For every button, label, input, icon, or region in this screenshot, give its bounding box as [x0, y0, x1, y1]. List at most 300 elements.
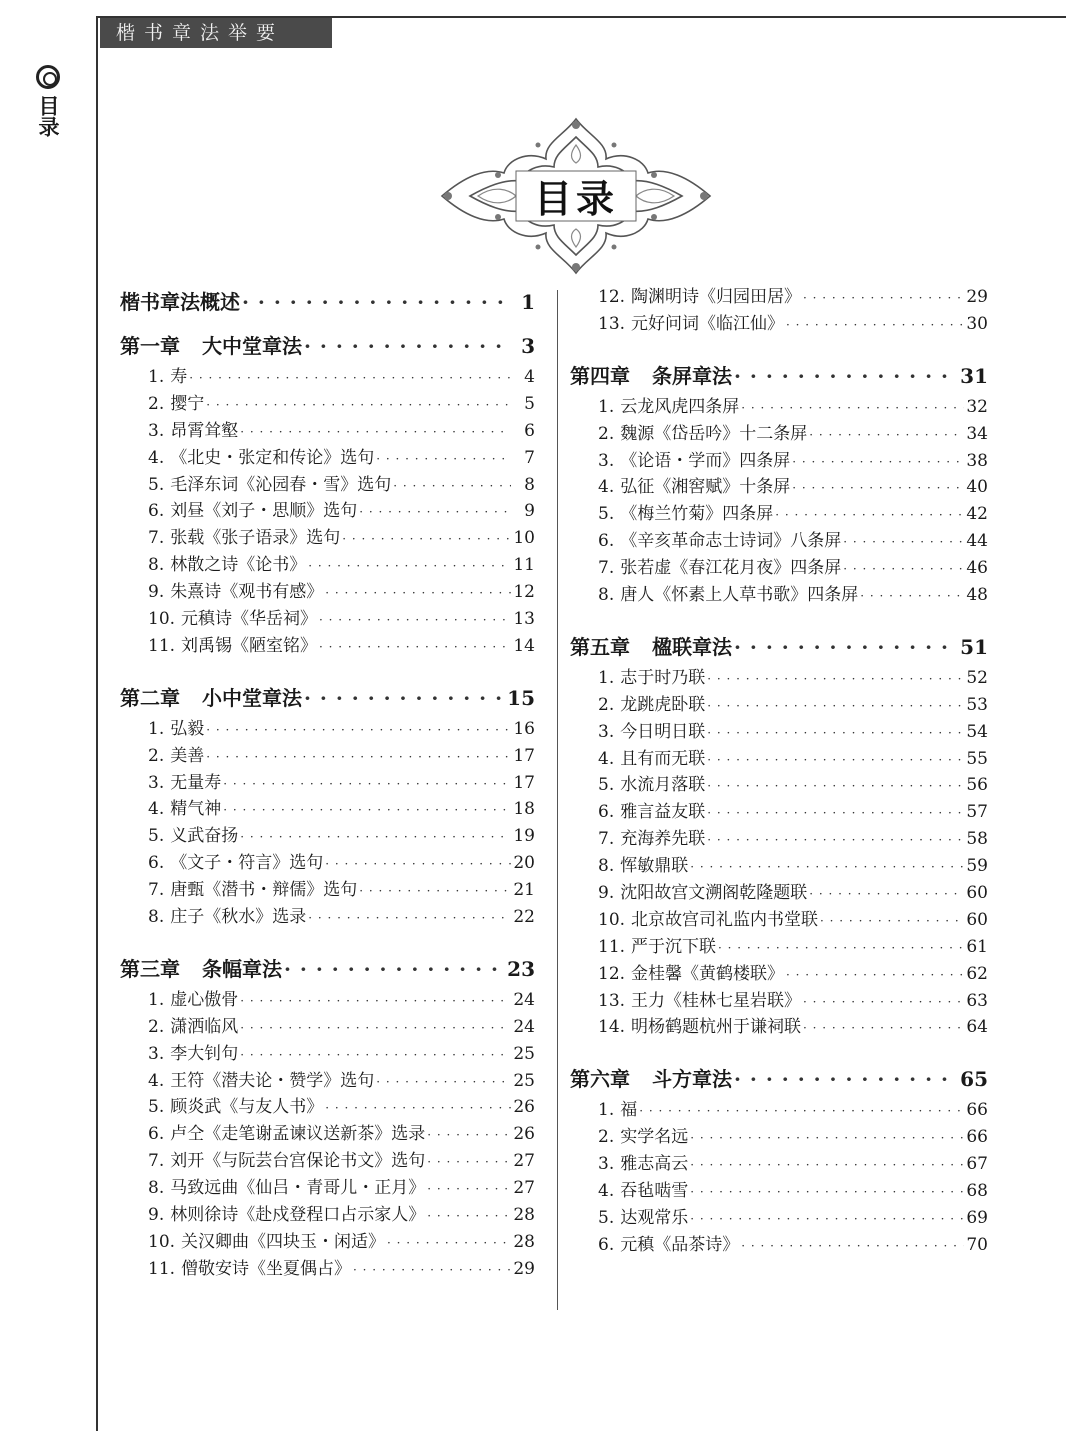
entry-number: 14. [598, 1017, 626, 1038]
toc-entry[interactable] [120, 445, 535, 472]
entry-title: 刘开《与阮芸台宫保论书文》选句 [170, 1151, 426, 1172]
side-section-marker [33, 65, 63, 141]
toc-entry[interactable] [570, 474, 988, 501]
toc-chapter-5[interactable] [570, 629, 988, 665]
page-number: 17 [513, 745, 535, 766]
toc-entry[interactable] [570, 772, 988, 799]
entry-number: 5. [148, 1097, 165, 1118]
dot-leader [387, 1230, 511, 1256]
entry-number: 11. [148, 635, 176, 656]
chapter-title [120, 680, 302, 716]
entry-number: 11. [598, 936, 626, 957]
chapter-title [120, 951, 282, 987]
toc-entry[interactable] [570, 853, 988, 880]
chapter-title [570, 358, 732, 394]
entry-title: 刘昼《刘子・思顺》选句 [170, 501, 358, 522]
toc-entry[interactable] [120, 1094, 535, 1121]
toc-entry[interactable] [120, 633, 535, 660]
dot-leader [803, 285, 964, 311]
toc-entry[interactable] [120, 579, 535, 606]
dot-leader [690, 854, 964, 880]
toc-entry[interactable] [570, 1097, 988, 1124]
entry-number: 5. [148, 826, 165, 847]
entry-title: 恽敏鼎联 [620, 856, 689, 877]
page-number: 28 [513, 1205, 535, 1226]
entry-number: 2. [148, 745, 165, 766]
chapter-name: 斗方章法 [652, 1067, 732, 1092]
toc-entry[interactable] [570, 1014, 988, 1041]
page-number: 60 [966, 883, 988, 904]
dot-leader [206, 392, 511, 418]
chapter-prefix: 第一章 [120, 334, 180, 358]
dot-leader [690, 1152, 964, 1178]
entry-title: 元好问词《临江仙》 [631, 313, 785, 334]
entry-number: 8. [598, 585, 615, 606]
entry-number: 8. [148, 907, 165, 928]
page-number: 34 [966, 423, 988, 444]
toc-entry[interactable] [570, 421, 988, 448]
entry-number: 3. [148, 1043, 165, 1064]
dot-leader [376, 1069, 511, 1095]
page-number: 12 [513, 582, 535, 603]
dot-leader [734, 1061, 958, 1097]
toc-entry[interactable] [120, 770, 535, 797]
page-number: 67 [966, 1154, 988, 1175]
entry-title: 马致远曲《仙吕・青哥儿・正月》 [170, 1178, 426, 1199]
dot-leader [718, 935, 964, 961]
dot-leader [690, 1179, 964, 1205]
chapter-title [570, 629, 732, 665]
entry-title: 虚心傲骨 [170, 989, 239, 1010]
entry-title: 明杨鹤题杭州于谦祠联 [631, 1017, 802, 1038]
dot-leader [240, 824, 511, 850]
entry-title: 林散之诗《论书》 [170, 555, 307, 576]
page-number: 42 [966, 504, 988, 525]
page-number: 65 [960, 1067, 988, 1092]
page-number: 28 [513, 1231, 535, 1252]
toc-chapter-3[interactable] [120, 951, 535, 987]
entry-number: 7. [148, 880, 165, 901]
toc-entry[interactable] [570, 665, 988, 692]
dot-leader [393, 473, 511, 499]
entry-number: 9. [148, 1205, 165, 1226]
dot-leader [690, 1206, 964, 1232]
dot-leader [427, 1122, 511, 1148]
entry-title: 且有而无联 [620, 748, 706, 769]
toc-entry[interactable] [570, 528, 988, 555]
entry-title: 僧敬安诗《坐夏偶占》 [181, 1258, 352, 1279]
page-number: 29 [966, 287, 988, 307]
spacer [120, 660, 535, 680]
chapter-name: 大中堂章法 [202, 334, 302, 358]
toc-entry[interactable] [120, 1121, 535, 1148]
dot-leader [707, 747, 964, 773]
toc-entry[interactable] [120, 1041, 535, 1068]
toc-entry[interactable] [120, 823, 535, 850]
page-number: 59 [966, 856, 988, 877]
toc-entry[interactable] [120, 472, 535, 499]
entry-number: 6. [148, 501, 165, 522]
toc-entry[interactable] [570, 448, 988, 475]
dot-leader [427, 1203, 511, 1229]
dot-leader [707, 720, 964, 746]
page-number: 14 [513, 635, 535, 656]
dot-leader [707, 827, 964, 853]
entry-title: 金桂馨《黄鹤楼联》 [631, 963, 785, 984]
toc-entry[interactable] [120, 877, 535, 904]
dot-leader [792, 449, 964, 475]
page-number: 16 [513, 718, 535, 739]
dot-leader [325, 851, 511, 877]
toc-entry[interactable] [120, 904, 535, 931]
chapter-title: 楷书章法概述 [120, 290, 240, 314]
entry-number: 6. [148, 1124, 165, 1145]
entry-title: 龙跳虎卧联 [620, 694, 706, 715]
toc-chapter-6[interactable] [570, 1061, 988, 1097]
toc-entry[interactable] [570, 501, 988, 528]
chapter-name: 楹联章法 [652, 634, 732, 659]
toc-entry[interactable] [570, 719, 988, 746]
page-number: 24 [513, 989, 535, 1010]
toc-entry[interactable] [570, 1232, 988, 1259]
toc-chapter-overview[interactable] [120, 284, 535, 320]
page-number: 24 [513, 1016, 535, 1037]
entry-number: 11. [148, 1258, 176, 1279]
side-rule [96, 16, 98, 1431]
entry-title: 精气神 [170, 799, 222, 820]
entry-number: 1. [598, 667, 615, 688]
page-number: 1 [521, 290, 535, 314]
page-number: 10 [513, 528, 535, 549]
toc-entry[interactable] [570, 692, 988, 719]
entry-title: 志于时乃联 [620, 667, 706, 688]
spacer [570, 338, 988, 358]
page-number: 18 [513, 799, 535, 820]
dot-leader [843, 556, 964, 582]
toc-right-column [570, 284, 988, 1259]
entry-title: 雅言益友联 [620, 802, 706, 823]
page-number: 7 [524, 447, 535, 468]
dot-leader [325, 1095, 511, 1121]
entry-title: 毛泽东词《沁园春・雪》选句 [170, 474, 392, 495]
entry-title: 严于沉下联 [631, 936, 717, 957]
entry-number: 1. [148, 989, 165, 1010]
toc-entry[interactable] [120, 418, 535, 445]
toc-entry[interactable] [120, 364, 535, 391]
dot-leader [223, 797, 511, 823]
dot-leader [786, 962, 964, 988]
dot-leader [775, 502, 964, 528]
page-number: 19 [513, 826, 535, 847]
toc-entry[interactable] [570, 1124, 988, 1151]
entry-title: 吞毡啮雪 [620, 1181, 689, 1202]
entry-number: 5. [148, 474, 165, 495]
toc-entry[interactable] [570, 394, 988, 421]
toc-entry[interactable] [120, 498, 535, 525]
toc-entry[interactable] [120, 850, 535, 877]
toc-entry[interactable] [120, 716, 535, 743]
toc-entry[interactable] [570, 582, 988, 609]
entry-number: 9. [148, 582, 165, 603]
dot-leader [860, 583, 964, 609]
dot-leader [308, 905, 511, 931]
entry-title: 张载《张子语录》选句 [170, 528, 341, 549]
entry-title: 昂霄耸壑 [170, 420, 239, 441]
page-number: 40 [966, 477, 988, 498]
chapter-prefix: 第二章 [120, 685, 180, 710]
dot-leader [376, 446, 511, 472]
page-number: 70 [966, 1234, 988, 1255]
toc-chapter-1[interactable] [120, 328, 535, 364]
toc-entry[interactable] [120, 525, 535, 552]
entry-title: 李大钊句 [170, 1043, 239, 1064]
chapter-name: 条屏章法 [652, 363, 732, 388]
dot-leader [707, 666, 964, 692]
page-number: 54 [966, 721, 988, 742]
toc-entry[interactable] [120, 391, 535, 418]
page-number: 69 [966, 1207, 988, 1228]
toc-entry[interactable] [120, 1175, 535, 1202]
entry-number: 1. [148, 367, 165, 387]
entry-title: 《论语・学而》四条屏 [620, 450, 791, 471]
entry-number: 2. [598, 1127, 615, 1148]
entry-title: 今日明日联 [620, 721, 706, 742]
entry-number: 1. [598, 1100, 615, 1121]
toc-entry[interactable] [570, 880, 988, 907]
entry-title: 弘毅 [170, 718, 205, 739]
toc-entry[interactable] [120, 1256, 535, 1283]
page-number: 3 [521, 334, 535, 358]
dot-leader [820, 908, 964, 934]
dot-leader [809, 422, 964, 448]
page-number: 38 [966, 450, 988, 471]
entry-number: 7. [148, 528, 165, 549]
page-number: 60 [966, 909, 988, 930]
dot-leader [353, 1257, 511, 1283]
entry-number: 2. [148, 1016, 165, 1037]
chapter-name: 条幅章法 [202, 956, 282, 981]
page-number: 13 [513, 609, 535, 630]
dot-leader [240, 419, 511, 445]
dot-leader [240, 1015, 511, 1041]
page-number: 27 [513, 1151, 535, 1172]
entry-title: 达观常乐 [620, 1207, 689, 1228]
toc-entry[interactable] [120, 796, 535, 823]
entry-number: 7. [598, 558, 615, 579]
entry-number: 7. [598, 829, 615, 850]
page-number: 31 [960, 363, 988, 388]
page-number: 64 [966, 1017, 988, 1038]
dot-leader [240, 1042, 511, 1068]
page-number: 11 [513, 555, 535, 576]
entry-number: 5. [598, 504, 615, 525]
dot-leader [741, 1233, 964, 1259]
entry-title: 充海养先联 [620, 829, 706, 850]
entry-number: 10. [148, 1231, 176, 1252]
toc-entry[interactable] [570, 961, 988, 988]
toc-chapter-4[interactable] [570, 358, 988, 394]
toc-entry[interactable] [570, 555, 988, 582]
toc-entry[interactable] [120, 1202, 535, 1229]
entry-title: 寿 [170, 367, 188, 387]
toc-entry[interactable] [570, 826, 988, 853]
page-number: 32 [966, 396, 988, 417]
entry-number: 2. [598, 423, 615, 444]
toc-entry[interactable] [570, 746, 988, 773]
entry-title: 唐人《怀素上人草书歌》四条屏 [620, 585, 859, 606]
page-number: 55 [966, 748, 988, 769]
entry-number: 2. [148, 393, 165, 414]
toc-entry[interactable] [120, 987, 535, 1014]
toc-entry[interactable] [570, 284, 988, 311]
dot-leader [427, 1149, 511, 1175]
page-number: 8 [524, 474, 535, 495]
entry-number: 4. [148, 799, 165, 820]
entry-title: 王符《潜夫论・赞学》选句 [170, 1070, 375, 1091]
toc-entry[interactable] [570, 311, 988, 338]
entry-title: 《辛亥革命志士诗词》八条屏 [620, 531, 842, 552]
toc-entry[interactable] [120, 1148, 535, 1175]
entry-number: 12. [598, 963, 626, 984]
entry-title: 林则徐诗《赴戍登程口占示家人》 [170, 1205, 426, 1226]
entry-title: 云龙风虎四条屏 [620, 396, 740, 417]
dot-leader [342, 526, 511, 552]
dot-leader [639, 1098, 964, 1124]
chapter-prefix: 第六章 [570, 1067, 630, 1092]
entry-number: 4. [598, 748, 615, 769]
entry-title: 庄子《秋水》选录 [170, 907, 307, 928]
entry-number: 3. [148, 772, 165, 793]
dot-leader [242, 284, 511, 320]
toc-entry[interactable] [570, 1151, 988, 1178]
toc-entry[interactable] [120, 743, 535, 770]
page-number: 61 [966, 936, 988, 957]
entry-number: 6. [598, 802, 615, 823]
entry-title: 关汉卿曲《四块玉・闲适》 [181, 1231, 386, 1252]
entry-number: 1. [148, 718, 165, 739]
dot-leader [427, 1176, 511, 1202]
entry-number: 13. [598, 313, 626, 334]
entry-number: 8. [148, 1178, 165, 1199]
entry-number: 4. [148, 447, 165, 468]
toc-entry[interactable] [570, 1205, 988, 1232]
toc-entry[interactable] [570, 907, 988, 934]
page-number: 23 [507, 956, 535, 981]
dot-leader [734, 629, 958, 665]
dot-leader [359, 878, 511, 904]
page-number: 56 [966, 775, 988, 796]
entry-number: 2. [598, 694, 615, 715]
entry-title: 无量寿 [170, 772, 222, 793]
page-number: 6 [524, 420, 535, 441]
spacer [570, 609, 988, 629]
toc-entry[interactable] [120, 606, 535, 633]
toc-chapter-2[interactable] [120, 680, 535, 716]
entry-title: 魏源《岱岳吟》十二条屏 [620, 423, 808, 444]
entry-number: 6. [148, 853, 165, 874]
dot-leader [707, 800, 964, 826]
entry-title: 福 [620, 1100, 638, 1121]
entry-number: 12. [598, 287, 626, 307]
toc-entry[interactable] [120, 1014, 535, 1041]
chapter-prefix: 第四章 [570, 363, 630, 388]
toc-entry[interactable] [120, 1229, 535, 1256]
entry-number: 7. [148, 1151, 165, 1172]
dot-leader [240, 988, 511, 1014]
page-number: 4 [524, 367, 535, 387]
chapter-prefix: 第五章 [570, 634, 630, 659]
chapter-name: 小中堂章法 [202, 685, 302, 710]
dot-leader [707, 773, 964, 799]
entry-title: 王力《桂林七星岩联》 [631, 990, 802, 1011]
toc-entry[interactable] [570, 799, 988, 826]
page-number: 27 [513, 1178, 535, 1199]
dot-leader [741, 395, 964, 421]
page-number: 44 [966, 531, 988, 552]
spacer [120, 931, 535, 951]
entry-number: 1. [598, 396, 615, 417]
entry-title: 刘禹锡《陋室铭》 [181, 635, 318, 656]
entry-title: 雅志高云 [620, 1154, 689, 1175]
entry-title: 实学名远 [620, 1127, 689, 1148]
toc-entry[interactable] [570, 1178, 988, 1205]
dot-leader [308, 553, 511, 579]
page-number: 66 [966, 1127, 988, 1148]
page-number: 26 [513, 1097, 535, 1118]
entry-number: 3. [598, 1154, 615, 1175]
entry-number: 6. [598, 531, 615, 552]
entry-title: 陶渊明诗《归园田居》 [631, 287, 802, 307]
page-number: 15 [507, 685, 535, 710]
dot-leader [325, 580, 511, 606]
toc-entry[interactable] [570, 934, 988, 961]
entry-title: 弘征《湘窖赋》十条屏 [620, 477, 791, 498]
entry-number: 10. [148, 609, 176, 630]
entry-number: 9. [598, 883, 615, 904]
toc-entry[interactable] [120, 1068, 535, 1095]
dot-leader [809, 881, 964, 907]
entry-number: 4. [148, 1070, 165, 1091]
dot-leader [707, 693, 964, 719]
entry-number: 8. [598, 856, 615, 877]
page-number: 20 [513, 853, 535, 874]
entry-number: 3. [148, 420, 165, 441]
page-number: 46 [966, 558, 988, 579]
toc-entry[interactable] [570, 988, 988, 1015]
page-number: 22 [513, 907, 535, 928]
dot-leader [792, 475, 964, 501]
chapter-title [570, 1061, 732, 1097]
page-number: 66 [966, 1100, 988, 1121]
entry-title: 张若虚《春江花月夜》四条屏 [620, 558, 842, 579]
toc-entry[interactable] [120, 552, 535, 579]
entry-title: 撄宁 [170, 393, 205, 414]
dot-leader [690, 1125, 964, 1151]
page-number: 9 [524, 501, 535, 522]
entry-number: 4. [598, 477, 615, 498]
dot-leader [284, 951, 505, 987]
entry-number: 6. [598, 1234, 615, 1255]
dot-leader [803, 989, 964, 1015]
chapter-prefix: 第三章 [120, 956, 180, 981]
entry-title: 元稹《品茶诗》 [620, 1234, 740, 1255]
dot-leader [223, 771, 511, 797]
column-divider [557, 290, 558, 1310]
entry-title: 沈阳故宫文溯阁乾隆题联 [620, 883, 808, 904]
entry-number: 3. [598, 450, 615, 471]
entry-title: 潇洒临风 [170, 1016, 239, 1037]
entry-number: 4. [598, 1181, 615, 1202]
